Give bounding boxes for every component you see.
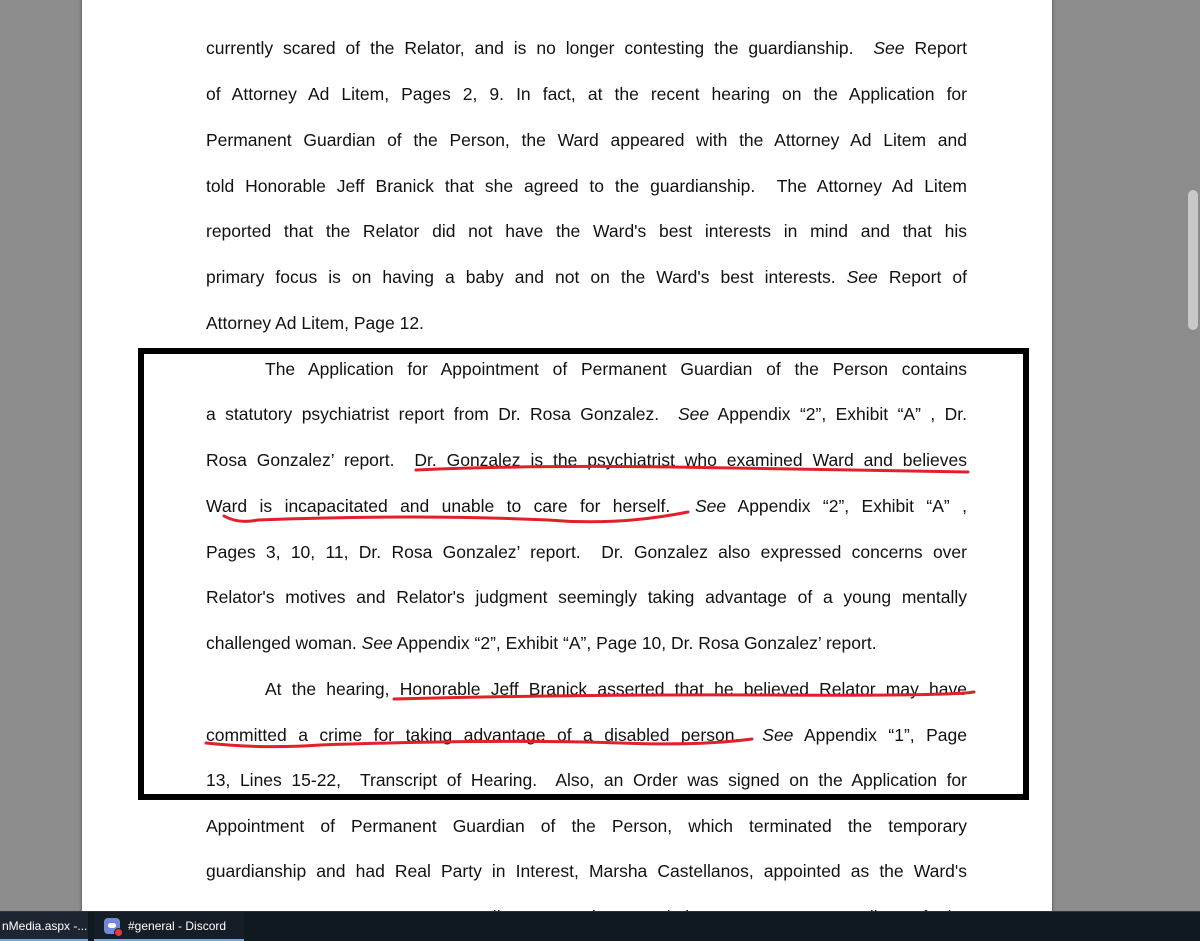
text-line — [206, 80, 967, 108]
scrollbar-thumb[interactable] — [1188, 190, 1198, 330]
taskbar-item-browser[interactable] — [0, 912, 88, 941]
text-line — [206, 629, 967, 657]
italic-citation: See — [873, 38, 905, 58]
text-run: The Application for Appointment of Permanent Guardian of the Person contains — [265, 359, 967, 379]
text-line — [265, 355, 967, 383]
document-page — [82, 0, 1052, 930]
text-line — [206, 857, 967, 885]
italic-citation: See — [694, 496, 727, 516]
italic-citation: See — [361, 633, 393, 653]
text-run: Attorney Ad Litem, Page 12. — [206, 313, 424, 333]
text-line — [206, 263, 967, 291]
text-run: Relator's motives and Relator's judgment seemingly taking advantage of a young mentally — [206, 587, 967, 607]
italic-citation: See — [846, 267, 878, 287]
text-run: told Honorable Jeff Branick that she agreed to the guardianship. The Attorney Ad Litem — [206, 176, 967, 196]
text-run: Permanent Guardian of the Person, the Ward appeared with the Attorney Ad Litem and — [206, 130, 967, 150]
taskbar-item-discord[interactable] — [94, 912, 244, 941]
taskbar — [0, 911, 1200, 941]
text-run: challenged woman. — [206, 633, 362, 653]
text-line — [206, 538, 967, 566]
text-line — [206, 583, 967, 611]
text-line — [206, 217, 967, 245]
italic-citation: See — [677, 404, 710, 424]
discord-icon — [104, 918, 120, 934]
taskbar-item-label: nMedia.aspx -... — [2, 918, 88, 933]
text-run: Appendix “2”, Exhibit “A”, Page 10, Dr. Rosa Gonzalez’ report. — [392, 633, 877, 653]
text-run: primary focus is on having a baby and not on the Ward's best interests. — [206, 267, 847, 287]
text-run: Pages 3, 10, 11, Dr. Rosa Gonzalez’ report. Dr. Gonzalez also expressed concerns over — [206, 542, 967, 562]
text-run: Report — [904, 38, 967, 58]
text-run: Appendix “2”, Exhibit “A” , — [726, 496, 967, 516]
text-run: committed a crime for taking advantage of a disabled person. — [206, 725, 763, 745]
text-run: reported that the Relator did not have the Ward's best interests in mind and that his — [206, 221, 967, 241]
text-run: Ward is incapacitated and unable to care for herself. — [206, 496, 695, 516]
italic-citation: See — [762, 725, 794, 745]
text-line — [206, 126, 967, 154]
vertical-scrollbar[interactable] — [1186, 0, 1200, 911]
taskbar-item-label: #general - Discord — [128, 918, 227, 933]
text-run: Report of — [877, 267, 967, 287]
text-line — [206, 172, 967, 200]
text-run: guardianship and had Real Party in Interest, Marsha Castellanos, appointed as the Ward's — [206, 861, 967, 881]
text-line — [206, 34, 967, 62]
text-run: Rosa Gonzalez’ report. Dr. Gonzalez is the psychiatrist who examined Ward and believes — [206, 450, 967, 470]
text-run: a statutory psychiatrist report from Dr. Rosa Gonzalez. — [206, 404, 678, 424]
text-run: Appendix “2”, Exhibit “A” , Dr. — [709, 404, 967, 424]
text-run: 13, Lines 15-22, Transcript of Hearing. Also, an Order was signed on the Application for — [206, 770, 967, 790]
text-run: currently scared of the Relator, and is no longer contesting the guardianship. — [206, 38, 874, 58]
text-run: Appointment of Permanent Guardian of the Person, which terminated the temporary — [206, 816, 967, 836]
text-line — [206, 400, 967, 428]
text-line — [206, 309, 967, 337]
text-line — [206, 721, 967, 749]
text-line — [206, 812, 967, 840]
text-line — [206, 766, 967, 794]
text-line — [206, 446, 967, 474]
text-run: Appendix “1”, Page — [793, 725, 967, 745]
text-run: At the hearing, Honorable Jeff Branick asserted that he believed Relator may have — [265, 679, 967, 699]
text-line — [206, 492, 967, 520]
text-run: of Attorney Ad Litem, Pages 2, 9. In fact, at the recent hearing on the Application for — [206, 84, 967, 104]
text-line — [265, 675, 967, 703]
